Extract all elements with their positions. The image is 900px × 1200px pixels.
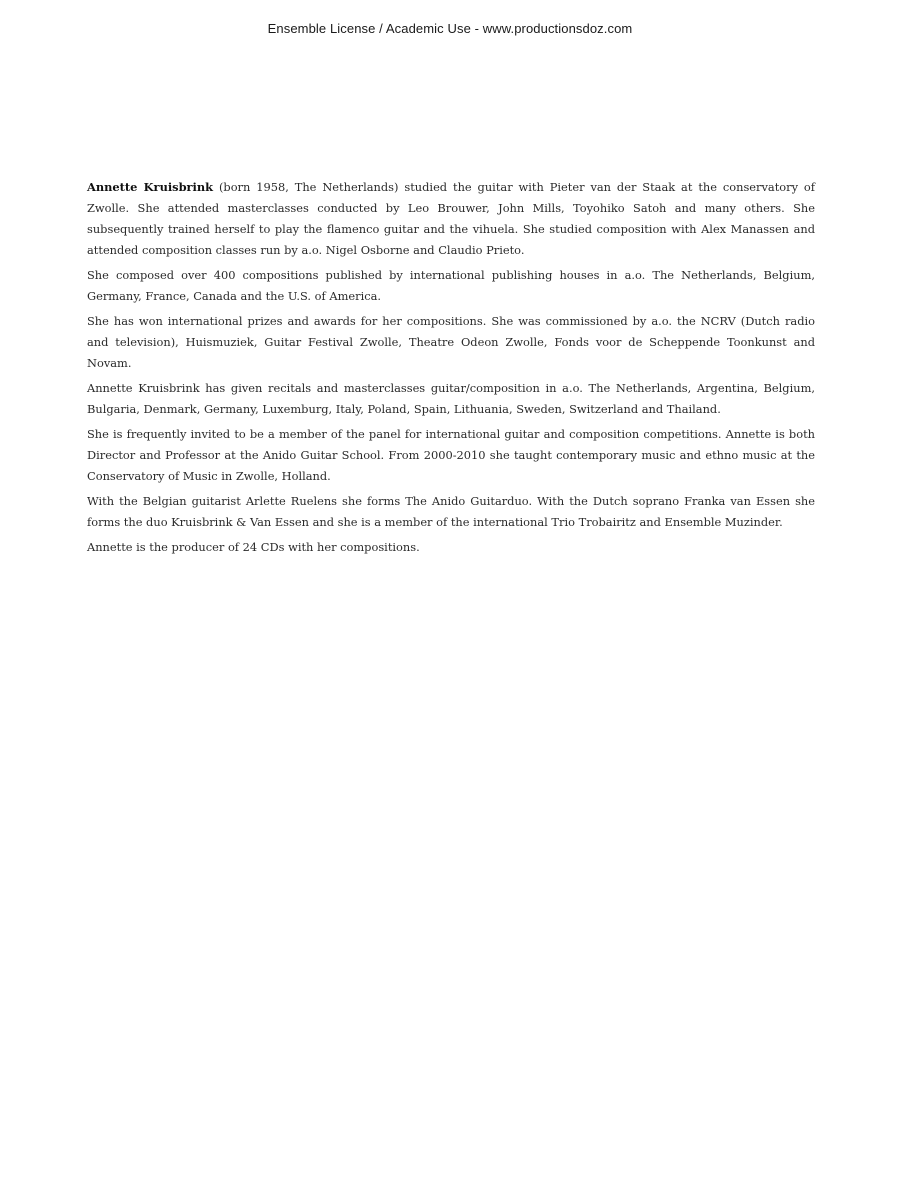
bio-paragraph-7: Annette is the producer of 24 CDs with her compositions. xyxy=(87,540,420,554)
bio-paragraph-1 xyxy=(87,177,815,261)
biography-section xyxy=(87,177,815,562)
license-header: Ensemble License / Academic Use - www.productionsdoz.com xyxy=(267,21,633,36)
bio-paragraph-5: She is frequently invited to be a member of the panel for international guitar and composition competitions. Annette is both Director and Professor at the Anido Guitar School. From 2000-2010 she taught contemporary music and ethno music at the Conservatory of Music in Zwolle, Holland. xyxy=(87,427,815,483)
composer-name: Annette Kruisbrink xyxy=(87,180,214,194)
bio-paragraph-6: With the Belgian guitarist Arlette Ruelens she forms The Anido Guitarduo. With the Dutch soprano Franka van Essen she forms the duo Kruisbrink & Van Essen and she is a member of the international Trio Trobairitz and Ensemble Muzinder. xyxy=(87,494,815,529)
bio-paragraph-3: She has won international prizes and awards for her compositions. She was commissioned by a.o. the NCRV (Dutch radio and television), Huismuziek, Guitar Festival Zwolle, Theatre Odeon Zwolle, Fonds voor de Scheppende Toonkunst and Novam. xyxy=(87,314,815,370)
bio-paragraph-4: Annette Kruisbrink has given recitals and masterclasses guitar/composition in a.o. The Netherlands, Argentina, Belgium, Bulgaria, Denmark, Germany, Luxemburg, Italy, Poland, Spain, Lithuania, Sweden, Switzerland and Thailand. xyxy=(87,381,815,416)
bio-paragraph-1-text: (born 1958, The Netherlands) studied the guitar with Pieter van der Staak at the conservatory of Zwolle. She attended masterclasses conducted by Leo Brouwer, John Mills, Toyohiko Satoh and many others. She subsequently trained herself to play the flamenco guitar and the vihuela. She studied composition with Alex Manassen and attended composition classes run by a.o. Nigel Osborne and Claudio Prieto. xyxy=(87,180,815,257)
bio-paragraph-2: She composed over 400 compositions published by international publishing houses in a.o. The Netherlands, Belgium, Germany, France, Canada and the U.S. of America. xyxy=(87,268,815,303)
